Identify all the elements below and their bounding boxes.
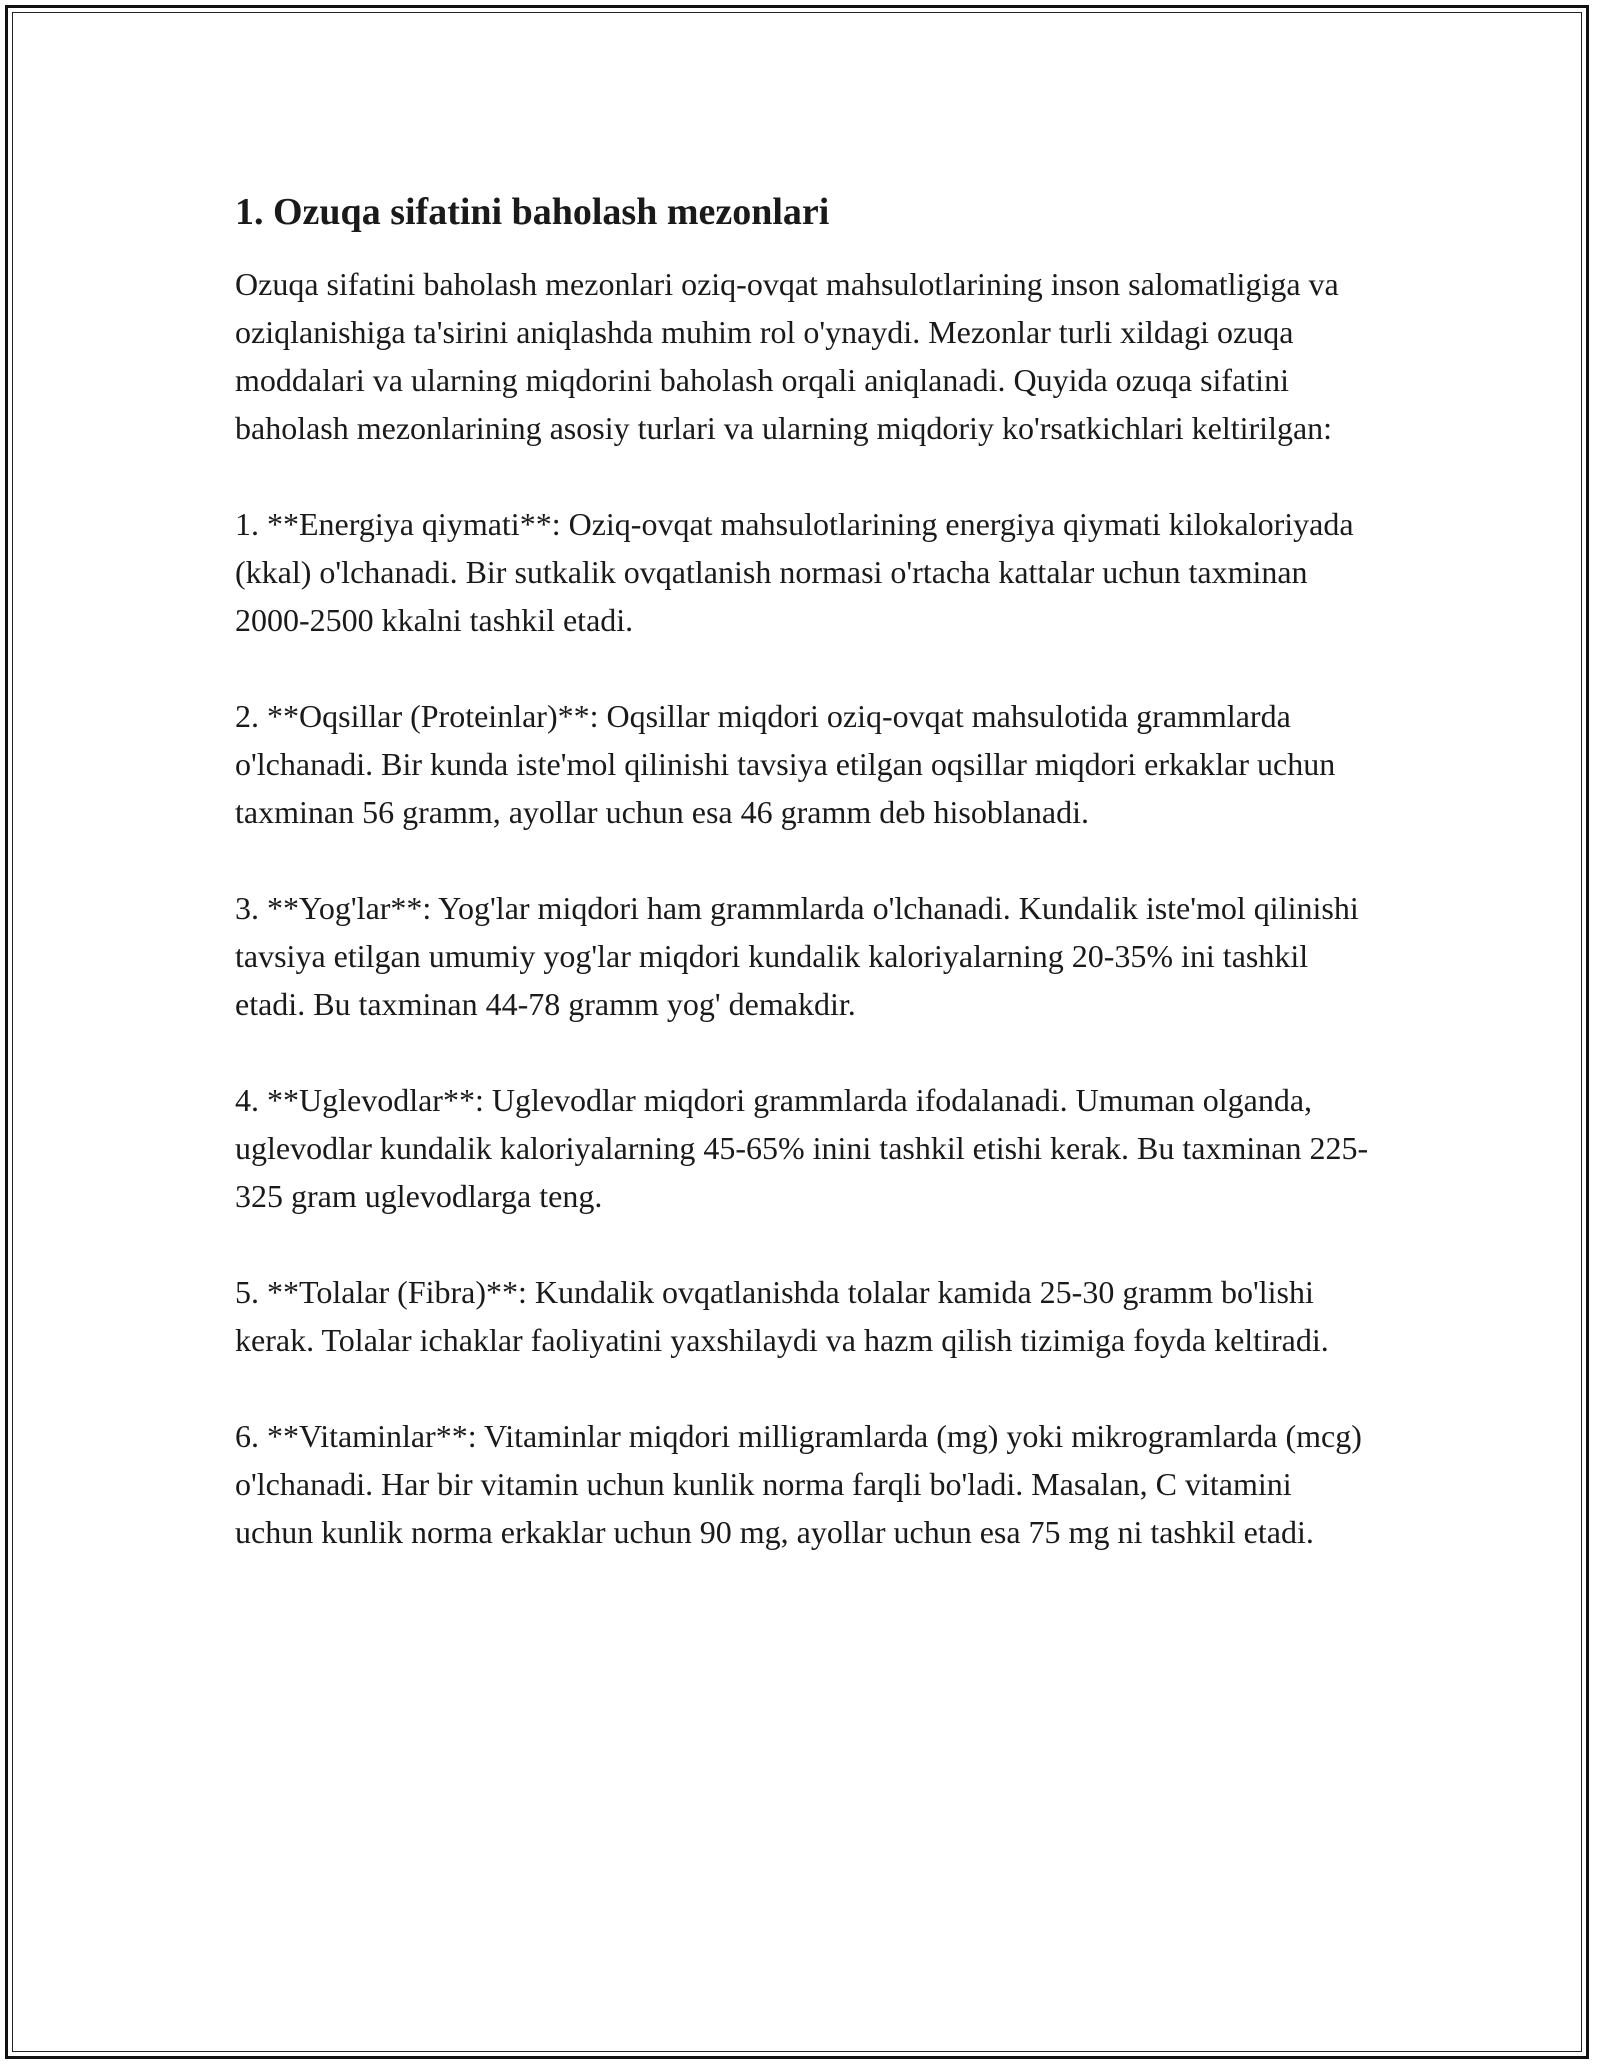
document-body <box>235 180 1375 1604</box>
criterion-energy: 1. **Energiya qiymati**: Oziq-ovqat mahsulotlarining energiya qiymati kilokaloriyada (kkal) o'lchanadi. Bir sutkalik ovqatlanish normasi o'rtacha kattalar uchun taxminan 2000-2500 kkalni tashkil etadi. <box>235 506 1354 638</box>
section-heading: 1. Ozuqa sifatini baholash mezonlari <box>235 191 830 233</box>
criterion-fats: 3. **Yog'lar**: Yog'lar miqdori ham grammlarda o'lchanadi. Kundalik iste'mol qilinishi tavsiya etilgan umumiy yog'lar miqdori kundalik kaloriyalarning 20-35% ini tashkil etadi. Bu taxminan 44-78 gramm yog' demakdir. <box>235 890 1359 1022</box>
intro-paragraph: Ozuqa sifatini baholash mezonlari oziq-ovqat mahsulotlarining inson salomatligiga va oziqlanishiga ta'sirini aniqlashda muhim rol o'ynaydi. Mezonlar turli xildagi ozuqa moddalari va ularning miqdorini baholash orqali aniqlanadi. Quyida ozuqa sifatini baholash mezonlarining asosiy turlari va ularning miqdoriy ko'rsatkichlari keltirilgan: <box>235 266 1339 446</box>
criterion-fiber: 5. **Tolalar (Fibra)**: Kundalik ovqatlanishda tolalar kamida 25-30 gramm bo'lishi kerak. Tolalar ichaklar faoliyatini yaxshilaydi va hazm qilish tizimiga foyda keltiradi. <box>235 1274 1329 1358</box>
criterion-vitamins: 6. **Vitaminlar**: Vitaminlar miqdori milligramlarda (mg) yoki mikrogramlarda (mcg) o'lchanadi. Har bir vitamin uchun kunlik norma farqli bo'ladi. Masalan, C vitamini uchun kunlik norma erkaklar uchun 90 mg, ayollar uchun esa 75 mg ni tashkil etadi. <box>235 1418 1362 1550</box>
criterion-proteins: 2. **Oqsillar (Proteinlar)**: Oqsillar miqdori oziq-ovqat mahsulotida grammlarda o'lchanadi. Bir kunda iste'mol qilinishi tavsiya etilgan oqsillar miqdori erkaklar uchun taxminan 56 gramm, ayollar uchun esa 46 gramm deb hisoblanadi. <box>235 698 1336 830</box>
criterion-carbohydrates: 4. **Uglevodlar**: Uglevodlar miqdori grammlarda ifodalanadi. Umuman olganda, uglevodlar kundalik kaloriyalarning 45-65% inini tashkil etishi kerak. Bu taxminan 225-325 gram uglevodlarga teng. <box>235 1082 1369 1214</box>
